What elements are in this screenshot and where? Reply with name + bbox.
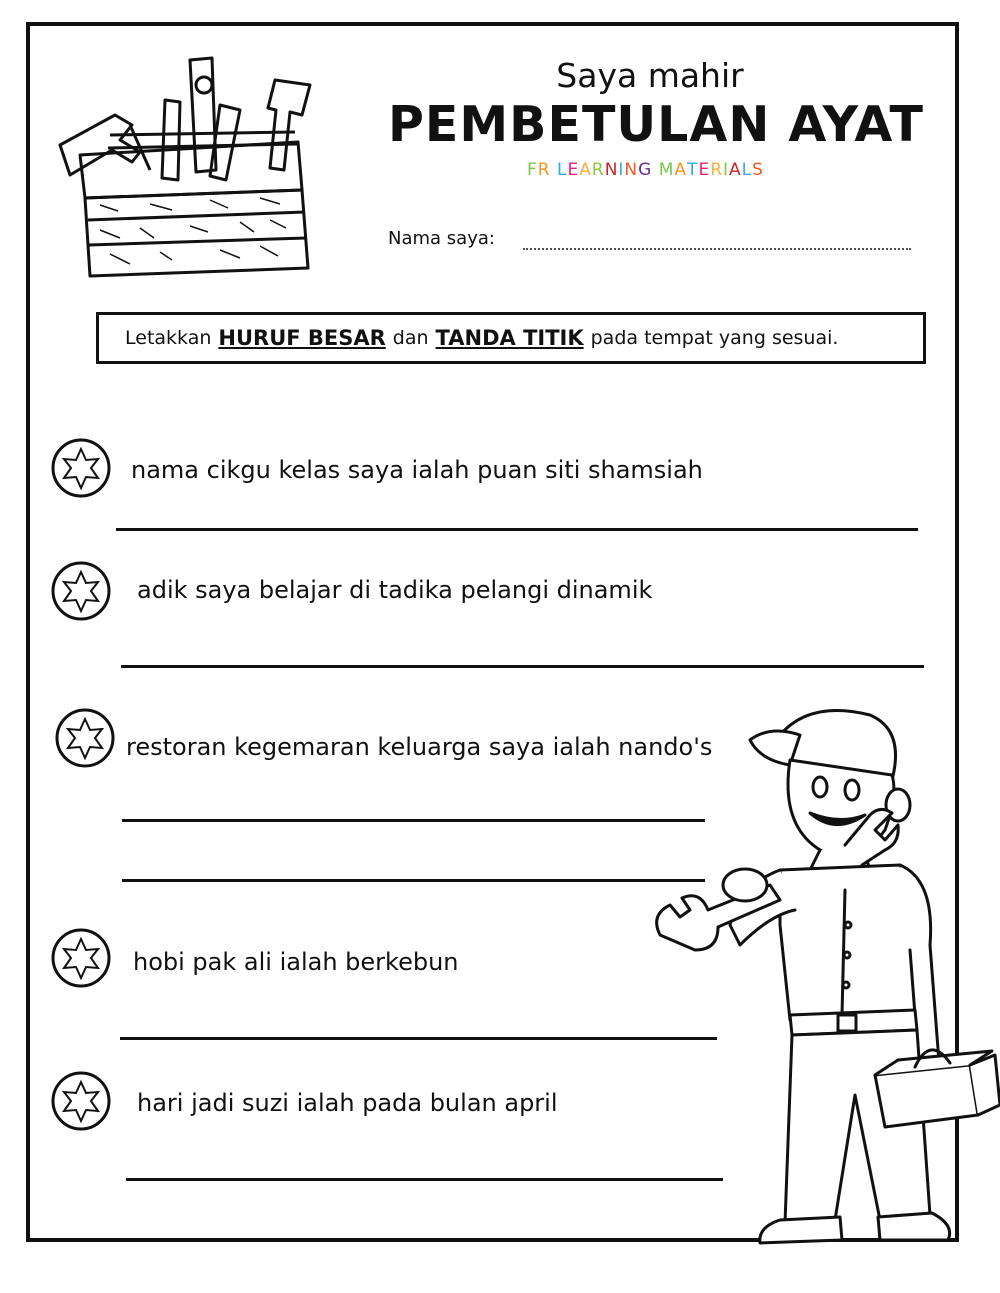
answer-line-1[interactable] — [116, 528, 918, 531]
instruction-bold-full-stop: TANDA TITIK — [435, 326, 584, 350]
star-icon — [50, 927, 112, 989]
name-field[interactable] — [388, 228, 913, 256]
question-2-text: adik saya belajar di tadika pelangi dinamik — [137, 576, 653, 604]
instruction-suffix: pada tempat yang sesuai. — [590, 327, 839, 349]
name-label: Nama saya: — [388, 228, 495, 249]
question-1-text: nama cikgu kelas saya ialah puan siti shamsiah — [131, 456, 703, 484]
star-icon — [50, 437, 112, 499]
star-icon — [50, 560, 112, 622]
instruction-middle: dan — [392, 327, 429, 349]
question-3-text: restoran kegemaran keluarga saya ialah nando's — [126, 733, 713, 761]
instruction-prefix: Letakkan — [125, 327, 212, 349]
mechanic-icon — [630, 695, 1000, 1255]
instruction-bold-capital-letters: HURUF BESAR — [218, 326, 386, 350]
question-4-text: hobi pak ali ialah berkebun — [133, 948, 459, 976]
answer-line-4[interactable] — [120, 1037, 717, 1040]
brand-label: FR LEARNING MATERIALS — [527, 160, 764, 180]
answer-line-2[interactable] — [121, 665, 924, 668]
worksheet-subtitle: Saya mahir — [556, 56, 744, 95]
instruction-box — [96, 312, 926, 364]
toolbox-icon — [40, 40, 340, 280]
worksheet-title: PEMBETULAN AYAT — [388, 96, 924, 153]
name-input-line[interactable] — [523, 248, 911, 250]
answer-line-3a[interactable] — [122, 819, 705, 822]
star-icon — [54, 707, 116, 769]
star-icon — [50, 1070, 112, 1132]
answer-line-3b[interactable] — [122, 879, 705, 882]
question-5-text: hari jadi suzi ialah pada bulan april — [137, 1089, 558, 1117]
